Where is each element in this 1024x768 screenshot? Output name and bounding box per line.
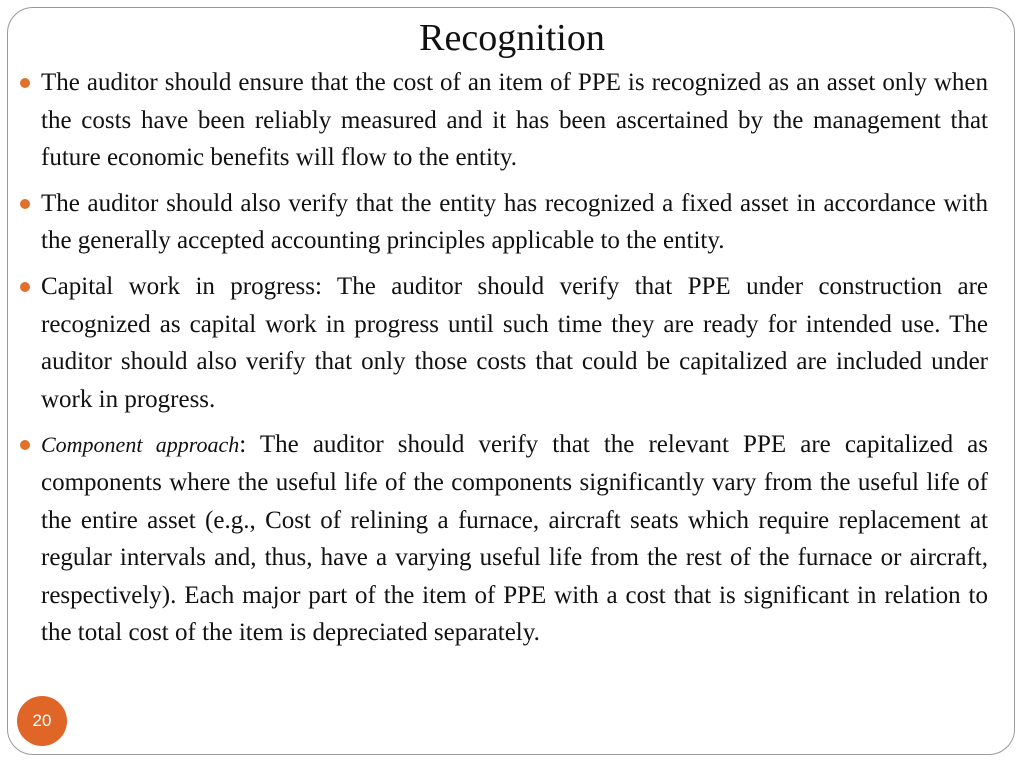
slide-title: Recognition — [419, 17, 605, 59]
bullet-item-3 — [20, 268, 988, 418]
bullet-dot-icon — [20, 440, 30, 450]
bullet-text-1: The auditor should ensure that the cost of an item of PPE is recognized as an asset only when the costs have been reliably measured and it has been ascertained by the management that future economic benefits will flow to the entity. — [41, 69, 988, 172]
bullet-lead-4: Component approach — [41, 432, 240, 458]
bullet-dot-icon — [20, 199, 30, 209]
bullet-item-1 — [20, 64, 988, 177]
bullet-text-2: The auditor should also verify that the entity has recognized a fixed asset in accordance with the generally accepted accounting principles applicable to the entity. — [41, 189, 988, 255]
bullet-item-2 — [20, 185, 988, 260]
page-number-badge: 20 — [17, 696, 67, 746]
bullet-text-4: : The auditor should verify that the relevant PPE are capitalized as components where the useful life of the components significantly vary from the useful life of the entire asset (e.g., Cost of relining a furnace, aircraft seats which require replacement at regular intervals and, thus, have a varying useful life from the rest of the furnace or aircraft, respectively). Each major part of the item of PPE with a cost that is significant in relation to the total cost of the item is depreciated separately. — [41, 431, 989, 647]
bullet-item-4 — [20, 426, 988, 652]
bullet-dot-icon — [20, 282, 30, 292]
bullet-list — [20, 64, 988, 660]
bullet-dot-icon — [20, 78, 30, 88]
bullet-text-3: Capital work in progress: The auditor should verify that PPE under construction are recognized as capital work in progress until such time they are ready for intended use. The auditor should also verify that only those costs that could be capitalized are included under work in progress. — [41, 272, 988, 413]
